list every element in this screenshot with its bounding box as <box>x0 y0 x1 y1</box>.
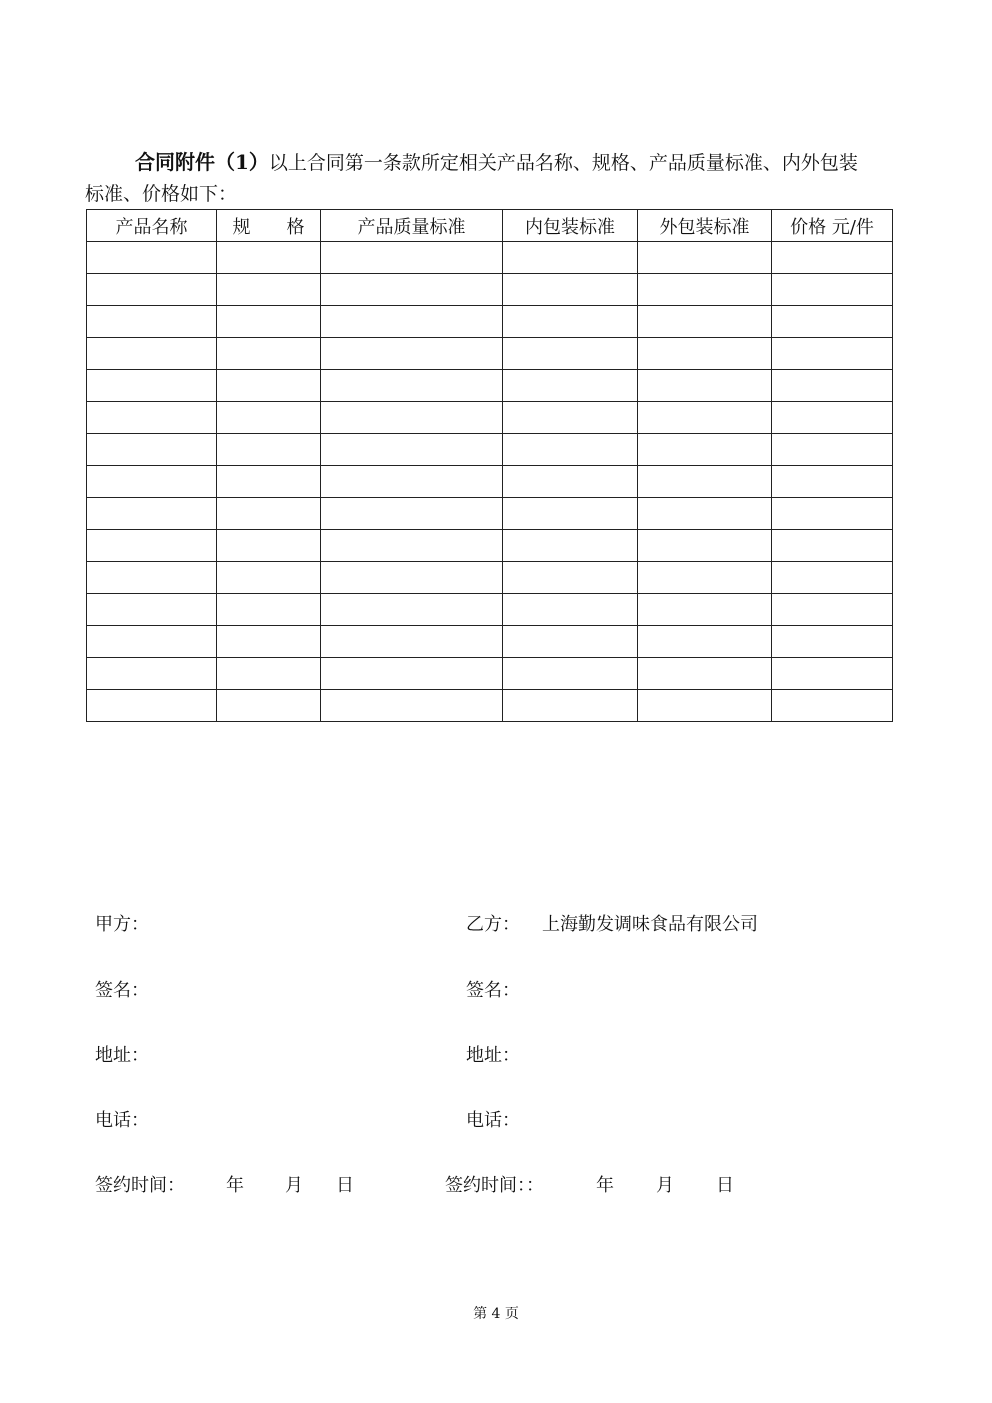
party-a-phone-label: 电话： <box>95 1110 149 1131</box>
table-cell <box>321 338 503 370</box>
table-cell <box>321 658 503 690</box>
table-cell <box>217 370 321 402</box>
table-row <box>87 370 893 402</box>
table-cell <box>772 498 893 530</box>
table-cell <box>321 306 503 338</box>
table-cell <box>321 402 503 434</box>
header-quality-standard: 产品质量标准 <box>321 210 503 242</box>
table-row <box>87 690 893 722</box>
party-b-month: 月 <box>656 1175 674 1196</box>
table-cell <box>87 338 217 370</box>
table-cell <box>87 498 217 530</box>
table-cell <box>87 594 217 626</box>
table-cell <box>217 562 321 594</box>
table-cell <box>772 338 893 370</box>
party-b-phone-label: 电话： <box>466 1110 520 1131</box>
header-product-name: 产品名称 <box>87 210 217 242</box>
table-cell <box>638 370 772 402</box>
table-cell <box>87 434 217 466</box>
table-row <box>87 402 893 434</box>
header-price: 价格 元/件 <box>772 210 893 242</box>
table-cell <box>772 274 893 306</box>
table-row <box>87 434 893 466</box>
table-row <box>87 274 893 306</box>
table-cell <box>772 530 893 562</box>
intro-text-1: 以上合同第一条款所定相关产品名称、规格、产品质量标准、内外包装 <box>268 152 858 174</box>
table-cell <box>638 466 772 498</box>
party-a-address-label: 地址： <box>95 1045 149 1066</box>
table-cell <box>217 690 321 722</box>
party-b-address <box>466 1041 520 1067</box>
table-cell <box>87 402 217 434</box>
table-cell <box>321 498 503 530</box>
table-row <box>87 338 893 370</box>
table-cell <box>503 466 638 498</box>
table-cell <box>503 594 638 626</box>
table-cell <box>321 690 503 722</box>
table-cell <box>772 658 893 690</box>
party-b-company: 上海勤发调味食品有限公司 <box>542 914 758 935</box>
table-cell <box>87 562 217 594</box>
table-cell <box>503 370 638 402</box>
table-cell <box>87 274 217 306</box>
table-cell <box>321 242 503 274</box>
table-cell <box>772 690 893 722</box>
table-cell <box>87 530 217 562</box>
table-cell <box>772 402 893 434</box>
table-cell <box>638 338 772 370</box>
party-b-date-label: 签约时间：： <box>445 1175 544 1196</box>
table-cell <box>638 242 772 274</box>
table-cell <box>503 658 638 690</box>
table-cell <box>87 370 217 402</box>
party-a-address <box>95 1041 149 1067</box>
header-inner-packaging: 内包装标准 <box>503 210 638 242</box>
table-cell <box>638 626 772 658</box>
table-cell <box>503 530 638 562</box>
table-cell <box>217 338 321 370</box>
party-b-day: 日 <box>716 1175 734 1196</box>
table-cell <box>217 466 321 498</box>
party-b-sign-label: 签名： <box>466 980 520 1001</box>
table-cell <box>503 690 638 722</box>
table-cell <box>503 274 638 306</box>
party-b-year: 年 <box>596 1175 614 1196</box>
table-cell <box>217 530 321 562</box>
table-cell <box>321 434 503 466</box>
table-cell <box>772 242 893 274</box>
table-cell <box>638 594 772 626</box>
party-b-name <box>466 910 758 936</box>
party-a-name <box>95 910 149 936</box>
party-a-day: 日 <box>336 1175 354 1196</box>
table-cell <box>217 242 321 274</box>
intro-paragraph <box>85 147 905 210</box>
table-cell <box>772 594 893 626</box>
table-cell <box>772 562 893 594</box>
table-cell <box>503 306 638 338</box>
party-a-phone <box>95 1106 149 1132</box>
table-row <box>87 530 893 562</box>
header-outer-packaging: 外包装标准 <box>638 210 772 242</box>
table-cell <box>638 434 772 466</box>
table-cell <box>638 402 772 434</box>
table-cell <box>503 402 638 434</box>
table-cell <box>503 338 638 370</box>
table-row <box>87 466 893 498</box>
table-cell <box>638 562 772 594</box>
table-cell <box>87 466 217 498</box>
table-cell <box>503 626 638 658</box>
table-cell <box>772 370 893 402</box>
table-cell <box>321 530 503 562</box>
table-cell <box>503 434 638 466</box>
table-cell <box>217 434 321 466</box>
page-number: 第 4 页 <box>473 1306 519 1322</box>
table-row <box>87 626 893 658</box>
header-spec: 规 格 <box>217 210 321 242</box>
table-cell <box>503 498 638 530</box>
table-cell <box>638 530 772 562</box>
table-cell <box>321 594 503 626</box>
table-cell <box>638 498 772 530</box>
party-b-name-label: 乙方： <box>466 914 520 935</box>
table-cell <box>87 658 217 690</box>
table-cell <box>321 562 503 594</box>
table-cell <box>638 658 772 690</box>
intro-line-2: 标准、价格如下： <box>85 183 238 205</box>
table-cell <box>87 306 217 338</box>
table-cell <box>217 306 321 338</box>
table-row <box>87 658 893 690</box>
table-cell <box>217 274 321 306</box>
party-a-sign <box>95 976 149 1002</box>
party-a-sign-label: 签名： <box>95 980 149 1001</box>
table-row <box>87 594 893 626</box>
attachment-title: 合同附件（1） <box>135 150 269 174</box>
party-b-phone <box>466 1106 520 1132</box>
table-cell <box>772 434 893 466</box>
table-cell <box>321 466 503 498</box>
table-cell <box>217 402 321 434</box>
table-cell <box>772 306 893 338</box>
party-b-address-label: 地址： <box>466 1045 520 1066</box>
table-cell <box>638 690 772 722</box>
table-row <box>87 242 893 274</box>
table-cell <box>503 242 638 274</box>
table-cell <box>321 626 503 658</box>
table-body <box>87 242 893 722</box>
table-row <box>87 306 893 338</box>
table-cell <box>772 626 893 658</box>
table-cell <box>321 370 503 402</box>
table-cell <box>217 658 321 690</box>
table-cell <box>87 626 217 658</box>
table-cell <box>217 498 321 530</box>
party-b-sign <box>466 976 520 1002</box>
party-a-name-label: 甲方： <box>95 914 149 935</box>
table-cell <box>321 274 503 306</box>
table-header-row <box>87 210 893 242</box>
table-row <box>87 562 893 594</box>
product-spec-table <box>86 209 893 722</box>
party-a-year: 年 <box>226 1175 244 1196</box>
intro-line-1 <box>85 147 905 179</box>
table-cell <box>772 466 893 498</box>
table-cell <box>87 242 217 274</box>
table-row <box>87 498 893 530</box>
table-cell <box>217 626 321 658</box>
table-cell <box>638 274 772 306</box>
party-a-month: 月 <box>285 1175 303 1196</box>
table-cell <box>638 306 772 338</box>
party-a-date-label: 签约时间： <box>95 1175 185 1196</box>
table-cell <box>217 594 321 626</box>
table-cell <box>503 562 638 594</box>
table-cell <box>87 690 217 722</box>
